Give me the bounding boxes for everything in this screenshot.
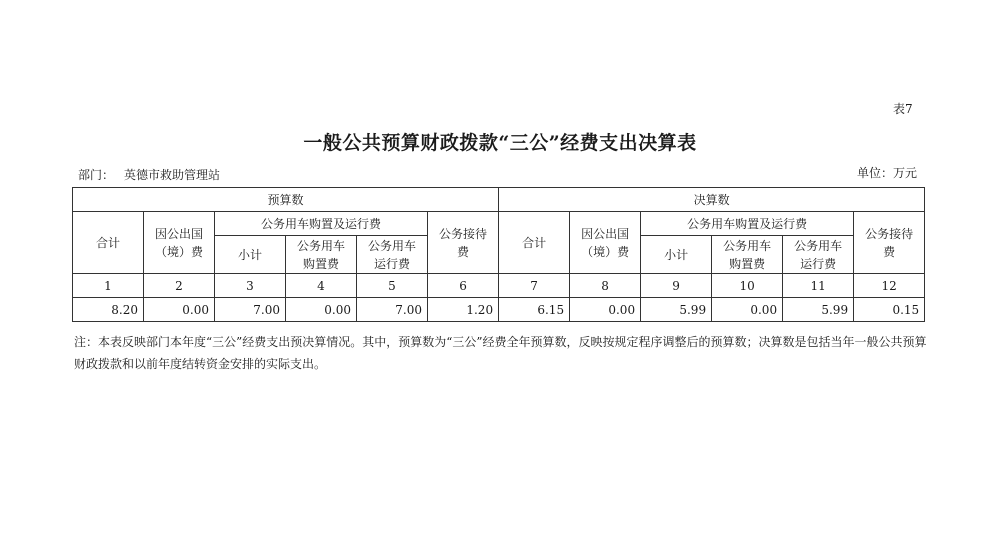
final-reception-header: 公务接待 费 <box>854 212 925 274</box>
column-number: 4 <box>286 274 357 298</box>
header-row-categories <box>73 212 925 236</box>
budget-vehicle-operation-header: 公务用车 运行费 <box>357 236 428 274</box>
final-subtotal-header: 小计 <box>641 236 712 274</box>
budget-reception-header: 公务接待 费 <box>428 212 499 274</box>
header-row-group <box>73 188 925 212</box>
final-abroad-header: 因公出国 （境）费 <box>570 212 641 274</box>
final-vehicle-purchase-value: 0.00 <box>712 298 783 322</box>
final-total-header: 合计 <box>499 212 570 274</box>
column-number: 11 <box>783 274 854 298</box>
budget-subtotal-header: 小计 <box>215 236 286 274</box>
department-label: 部门： <box>78 168 115 182</box>
final-vehicle-operation-header: 公务用车 运行费 <box>783 236 854 274</box>
final-vehicle-group-header: 公务用车购置及运行费 <box>641 212 854 236</box>
budget-vehicle-purchase-value: 0.00 <box>286 298 357 322</box>
department-line <box>78 166 220 183</box>
budget-total-value: 8.20 <box>73 298 144 322</box>
final-vehicle-operation-value: 5.99 <box>783 298 854 322</box>
unit-label: 单位：万元 <box>856 166 917 180</box>
budget-vehicle-group-header: 公务用车购置及运行费 <box>215 212 428 236</box>
value-row <box>73 298 925 322</box>
department-name: 英德市救助管理站 <box>124 168 221 182</box>
final-header: 决算数 <box>499 188 925 212</box>
final-reception-value: 0.15 <box>854 298 925 322</box>
final-total-value: 6.15 <box>499 298 570 322</box>
budget-vehicle-purchase-header: 公务用车 购置费 <box>286 236 357 274</box>
column-number: 12 <box>854 274 925 298</box>
column-number: 5 <box>357 274 428 298</box>
budget-subtotal-value: 7.00 <box>215 298 286 322</box>
column-number: 8 <box>570 274 641 298</box>
column-number: 6 <box>428 274 499 298</box>
budget-reception-value: 1.20 <box>428 298 499 322</box>
column-number-row <box>73 274 925 298</box>
budget-abroad-header: 因公出国 （境）费 <box>144 212 215 274</box>
column-number: 7 <box>499 274 570 298</box>
footnote: 注：本表反映部门本年度“三公”经费支出预决算情况。其中，预算数为“三公”经费全年预算数，反映按规定程序调整后的预算数；决算数是包括当年一般公共预算财政拨款和以前年度结转资金安排的实际支出。 <box>74 335 927 371</box>
budget-header: 预算数 <box>73 188 499 212</box>
column-number: 9 <box>641 274 712 298</box>
budget-abroad-value: 0.00 <box>144 298 215 322</box>
final-vehicle-purchase-header: 公务用车 购置费 <box>712 236 783 274</box>
final-subtotal-value: 5.99 <box>641 298 712 322</box>
budget-vehicle-operation-value: 7.00 <box>357 298 428 322</box>
final-abroad-value: 0.00 <box>570 298 641 322</box>
column-number: 10 <box>712 274 783 298</box>
column-number: 2 <box>144 274 215 298</box>
page-title: 一般公共预算财政拨款“三公”经费支出决算表 <box>303 132 697 154</box>
expenditure-table <box>72 187 925 322</box>
budget-total-header: 合计 <box>73 212 144 274</box>
table-number: 表7 <box>893 102 913 116</box>
column-number: 3 <box>215 274 286 298</box>
column-number: 1 <box>73 274 144 298</box>
